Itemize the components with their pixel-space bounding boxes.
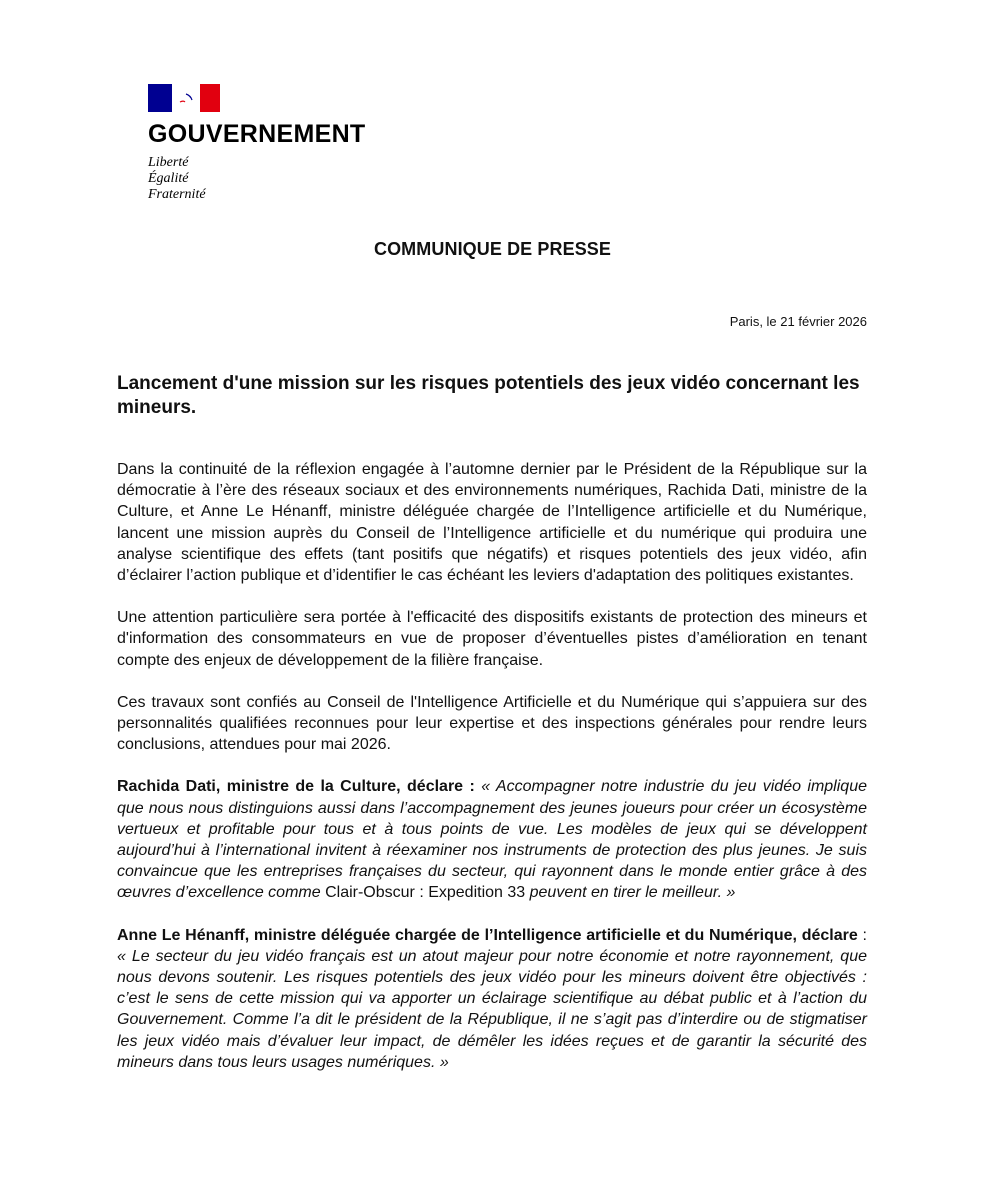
- press-release-title: Lancement d'une mission sur les risques potentiels des jeux vidéo concernant les mineurs.: [117, 373, 860, 418]
- quote-paragraph-dati: [117, 776, 867, 903]
- quote-text: « Le secteur du jeu vidéo français est un atout majeur pour notre économie et notre rayonnement, que nous devons soutenir. Les risques potentiels des jeux vidéo pour les mineurs doivent être objectivés : c’est le sens de cette mission qui va apporter un éclairage scientifique au débat public et à l’action du Gouvernement. Comme l’a dit le président de la République, il ne s’agit pas d’interdire ou de stigmatiser les jeux vidéo mais d’évaluer leur impact, de démêler les idées reçues et de garantir la sécurité des mineurs dans tous leurs usages numériques. »: [117, 947, 867, 1071]
- marianne-profile-icon: [166, 84, 200, 112]
- dateline: Paris, le 21 février 2026: [729, 314, 867, 329]
- body-paragraph: Dans la continuité de la réflexion engagée à l’automne dernier par le Président de la République sur la démocratie à l’ère des réseaux sociaux et des environnements numériques, Rachida Dati, ministre de la Culture, et Anne Le Hénanff, ministre déléguée chargée de l’Intelligence artificielle et du Numérique, lancent une mission auprès du Conseil de l’Intelligence artificielle et du numérique qui produira une analyse scientifique des effets (tant positifs que négatifs) et risques potentiels des jeux vidéo, afin d’éclairer l’action publique et d’identifier le cas échéant les leviers d'adaptation des politiques existantes.: [117, 461, 867, 585]
- document-type-heading: COMMUNIQUE DE PRESSE: [373, 239, 612, 259]
- body-paragraph: Une attention particulière sera portée à l'efficacité des dispositifs existants de protection des mineurs et d'information des consommateurs en vue de proposer d’éventuelles pistes d’amélioration en tenant compte des enjeux de développement de la filière française.: [117, 609, 867, 669]
- quote-paragraph-le-henanff: [117, 925, 867, 1073]
- quote-separator: :: [862, 926, 867, 944]
- government-wordmark: GOUVERNEMENT: [148, 120, 366, 148]
- motto-fraternite: Fraternité: [148, 187, 206, 202]
- quote-text-end: peuvent en tirer le meilleur. »: [529, 884, 736, 902]
- quote-speaker: Rachida Dati, ministre de la Culture, déclare :: [117, 778, 475, 796]
- body-paragraph: Ces travaux sont confiés au Conseil de l'Intelligence Artificielle et du Numérique qui s’appuiera sur des personnalités qualifiées reconnues pour leur expertise et des inspections générales pour rendre leurs conclusions, attendues pour mai 2026.: [117, 693, 867, 754]
- government-logo: [148, 84, 388, 203]
- republic-motto: [148, 155, 388, 203]
- marianne-flag-icon: [148, 84, 220, 112]
- quote-text: « Accompagner notre industrie du jeu vidéo implique que nous nous distinguions aussi dans l’accompagnement des jeunes joueurs pour créer un écosystème vertueux et profitable pour tous et à tous points de vue. Les modèles de jeux qui se développent aujourd’hui à l’international invitent à réexaminer nos instruments de protection des plus jeunes. Je suis convaincue que les entreprises françaises du secteur, qui rayonnent dans le monde entier grâce à des œuvres d’excellence comme: [117, 778, 867, 902]
- quoted-work-title: Clair-Obscur : Expedition 33: [325, 884, 526, 902]
- motto-egalite: Égalité: [148, 171, 189, 186]
- motto-liberte: Liberté: [148, 155, 189, 170]
- press-release-body: [117, 459, 867, 1094]
- quote-speaker: Anne Le Hénanff, ministre déléguée chargée de l’Intelligence artificielle et du Numérique, déclare: [117, 926, 858, 944]
